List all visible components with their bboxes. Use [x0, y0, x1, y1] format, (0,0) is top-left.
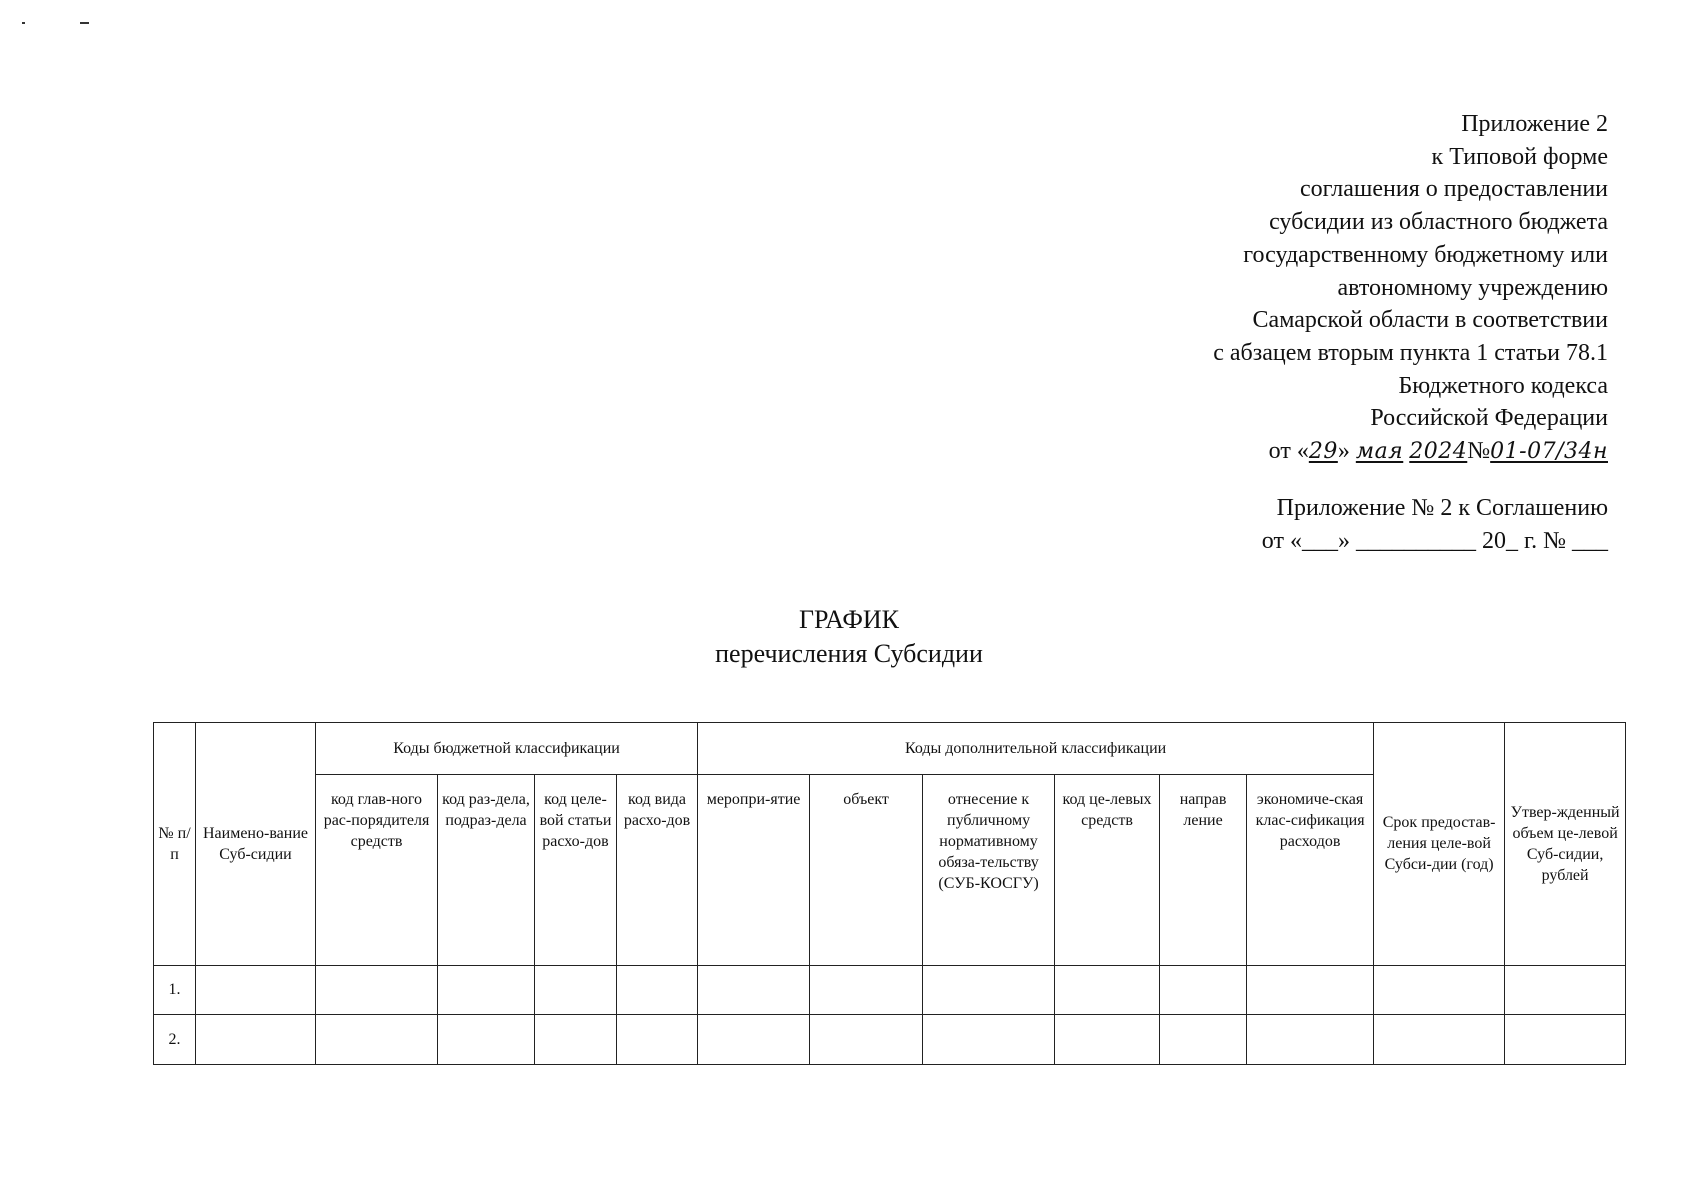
- header-chief-manager-code: код глав-ного рас-порядителя средств: [316, 774, 438, 965]
- appendix-note: [1213, 108, 1608, 469]
- header-event: меропри-ятие: [698, 774, 810, 965]
- header-section-code: код раз-дела, подраз-дела: [438, 774, 535, 965]
- appendix-line: Самарской области в соответствии: [1252, 307, 1608, 334]
- header-economic-classification: экономиче-ская клас-сификация расходов: [1247, 774, 1374, 965]
- table-cell: [617, 1015, 698, 1065]
- header-amount: Утвер-жденный объем це-левой Суб-сидии, рублей: [1505, 723, 1626, 966]
- decree-year: 2024: [1409, 439, 1468, 465]
- table-cell: [438, 1015, 535, 1065]
- appendix-line: Российской Федерации: [1370, 405, 1608, 432]
- table-cell: [316, 1015, 438, 1065]
- table-cell: [923, 1015, 1055, 1065]
- table-cell: [1055, 965, 1160, 1015]
- table-cell: [698, 1015, 810, 1065]
- decree-number-sign: №: [1467, 438, 1491, 465]
- appendix-line: соглашения о предоставлении: [1299, 176, 1608, 203]
- row-number: 2.: [154, 1015, 196, 1065]
- heading-subtitle: перечисления Субсидии: [715, 639, 983, 668]
- appendix-line: Бюджетного кодекса: [1398, 372, 1608, 399]
- table-cell: [1374, 1015, 1505, 1065]
- row-number: 1.: [154, 965, 196, 1015]
- appendix-line: государственному бюджетному или: [1243, 241, 1608, 268]
- table-row: [154, 965, 1626, 1015]
- header-public-obligation: отнесение к публичному нормативному обяза-тельству (СУБ-КОСГУ): [923, 774, 1055, 965]
- decree-prefix: от «: [1268, 438, 1309, 465]
- transfer-schedule-table: [153, 722, 1626, 1065]
- table-cell: [1505, 1015, 1626, 1065]
- decree-month: мая: [1355, 439, 1404, 465]
- table-cell: [196, 1015, 316, 1065]
- header-term: Срок предостав-ления целе-вой Субси-дии (год): [1374, 723, 1505, 966]
- table-row: [154, 1015, 1626, 1065]
- agreement-line-1: Приложение № 2 к Соглашению: [1276, 495, 1608, 521]
- table-cell: [438, 965, 535, 1015]
- scan-mark: [22, 22, 25, 24]
- table-cell: [1374, 965, 1505, 1015]
- table-cell: [810, 965, 923, 1015]
- scan-mark: [80, 22, 89, 24]
- decree-day: 29: [1308, 439, 1338, 465]
- header-target-article-code: код целе-вой статьи расхо-дов: [535, 774, 617, 965]
- table-cell: [535, 1015, 617, 1065]
- table-cell: [196, 965, 316, 1015]
- agreement-reference: [1262, 492, 1608, 557]
- table-cell: [316, 965, 438, 1015]
- header-object: объект: [810, 774, 923, 965]
- decree-date-line: [1213, 435, 1608, 469]
- appendix-line: Приложение 2: [1461, 111, 1608, 137]
- header-target-funds-code: код це-левых средств: [1055, 774, 1160, 965]
- table-cell: [617, 965, 698, 1015]
- table-cell: [1055, 1015, 1160, 1065]
- appendix-line: к Типовой форме: [1431, 143, 1608, 170]
- header-number: № п/п: [154, 723, 196, 966]
- decree-number: 01-07/34н: [1490, 439, 1608, 465]
- heading-title: ГРАФИК: [799, 605, 899, 634]
- table-cell: [1247, 1015, 1374, 1065]
- header-expense-type-code: код вида расхо-дов: [617, 774, 698, 965]
- table-cell: [1160, 1015, 1247, 1065]
- table-cell: [1247, 965, 1374, 1015]
- agreement-line-2: от «___» __________ 20_ г. № ___: [1261, 527, 1608, 554]
- table-cell: [535, 965, 617, 1015]
- table-cell: [698, 965, 810, 1015]
- appendix-line: автономному учреждению: [1337, 274, 1608, 301]
- header-additional-codes: Коды дополнительной классификации: [698, 723, 1374, 775]
- appendix-line: субсидии из областного бюджета: [1269, 209, 1608, 236]
- header-row-groups: [154, 723, 1626, 775]
- decree-after-day: »: [1337, 438, 1356, 465]
- document-heading: [0, 603, 1698, 671]
- table-cell: [810, 1015, 923, 1065]
- table-cell: [923, 965, 1055, 1015]
- header-subsidy-name: Наимено-вание Суб-сидии: [196, 723, 316, 966]
- header-budget-codes: Коды бюджетной классификации: [316, 723, 698, 775]
- appendix-line: с абзацем вторым пункта 1 статьи 78.1: [1213, 339, 1608, 366]
- table-cell: [1160, 965, 1247, 1015]
- table-cell: [1505, 965, 1626, 1015]
- header-direction: направ ление: [1160, 774, 1247, 965]
